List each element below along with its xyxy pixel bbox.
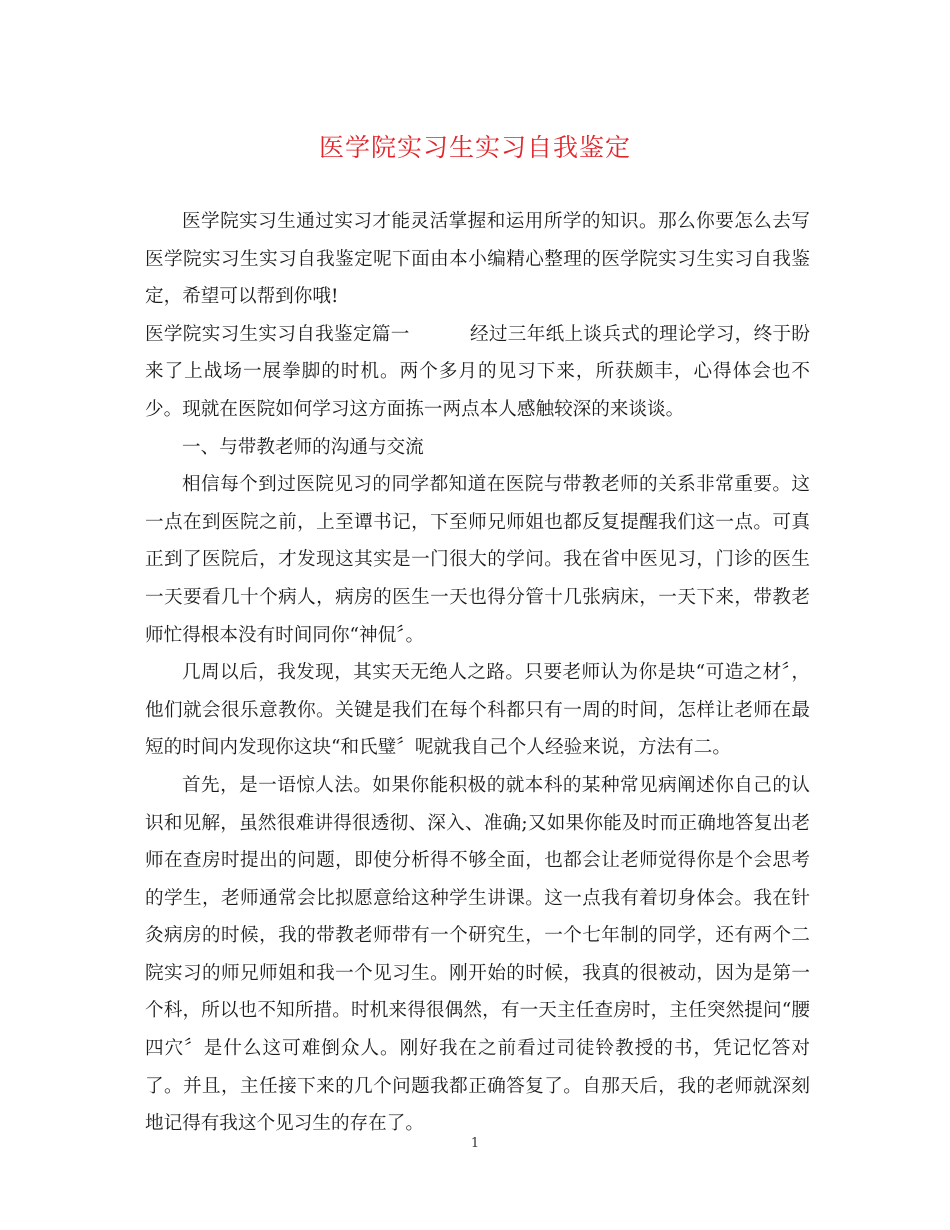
section-paragraph	[145, 316, 810, 429]
body-paragraph-2: 几周以后，我发现，其实天无绝人之路。只要老师认为你是块“可造之材〞，他们就会很乐意教你。关键是我们在每个科都只有一周的时间，怎样让老师在最短的时间内发现你这块“和氏璧〞呢就我自己个人经验来说，方法有二。	[145, 662, 810, 759]
page-number: 1	[470, 1136, 480, 1151]
body-paragraph-3: 首先，是一语惊人法。如果你能积极的就本科的某种常见病阐述你自己的认识和见解，虽然很难讲得很透彻、深入、准确;又如果你能及时而正确地答复出老师在查房时提出的问题，即使分析得不够全面，也都会让老师觉得你是个会思考的学生，老师通常会比拟愿意给这种学生讲课。这一点我有着切身体会。我在针灸病房的时候，我的带教老师带有一个研究生，一个七年制的同学，还有两个二院实习的师兄师姐和我一个见习生。刚开始的时候，我真的很被动，因为是第一个科，所以也不知所措。时机来得很偶然，有一天主任查房时，主任突然提问“腰四穴〞是什么这可难倒众人。刚好我在之前看过司徒铃教授的书，凭记忆答对了。并且，主任接下来的几个问题我都正确答复了。自那天后，我的老师就深刻地记得有我这个见习生的存在了。	[145, 774, 810, 1135]
document-title: 医学院实习生实习自我鉴定	[318, 133, 631, 162]
body-paragraph-1: 相信每个到过医院见习的同学都知道在医院与带教老师的关系非常重要。这一点在到医院之前，上至谭书记，下至师兄师姐也都反复提醒我们这一点。可真正到了医院后，才发现这其实是一门很大的学问。我在省中医见习，门诊的医生一天要看几十个病人，病房的医生一天也得分管十几张病床，一天下来，带教老师忙得根本没有时间同你“神侃〞。	[145, 474, 810, 646]
heading-communication: 一、与带教老师的沟通与交流	[182, 436, 424, 458]
section-text: 经过三年纸上谈兵式的理论学习，终于盼来了上战场一展拳脚的时机。两个多月的见习下来，所获颇丰，心得体会也不少。现就在医院如何学习这方面拣一两点本人感触较深的来谈谈。	[145, 323, 810, 420]
section-label: 医学院实习生实习自我鉴定篇一	[145, 323, 410, 345]
intro-paragraph: 医学院实习生通过实习才能灵活掌握和运用所学的知识。那么你要怎么去写医学院实习生实习自我鉴定呢下面由本小编精心整理的医学院实习生实习自我鉴定，希望可以帮到你哦!	[145, 211, 810, 308]
document-body	[145, 203, 810, 1143]
